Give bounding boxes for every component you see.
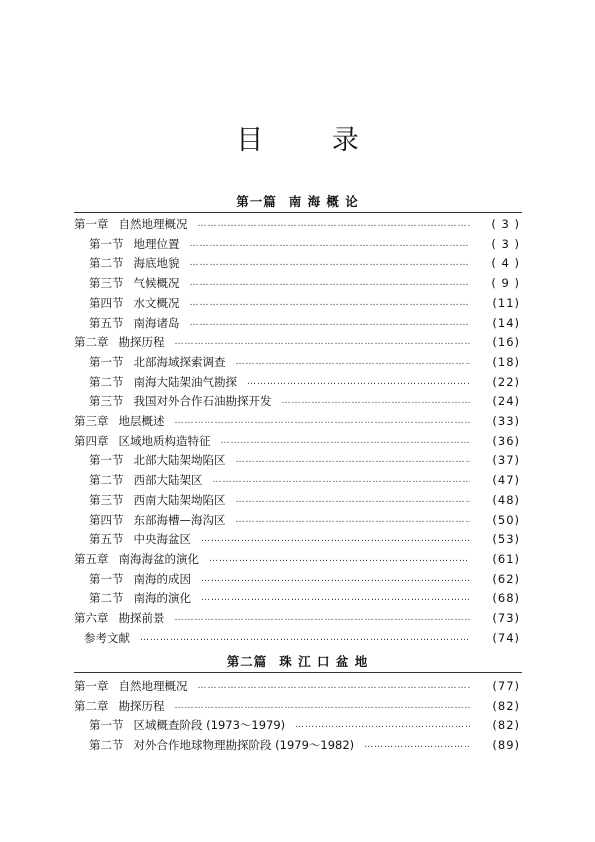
dot-leader [201, 533, 470, 545]
entry-title: 南海的成因 [133, 571, 191, 586]
toc-entry[interactable] [74, 550, 520, 568]
entry-label [89, 492, 226, 508]
toc-entry[interactable] [74, 235, 520, 253]
entry-number: 第四节 [89, 295, 124, 310]
entry-label [89, 590, 191, 606]
toc-entry[interactable] [74, 589, 520, 607]
toc-entry[interactable] [74, 697, 520, 715]
entry-label [74, 334, 165, 350]
dot-leader [201, 592, 470, 604]
entry-title: 区域地质构造特征 [118, 433, 211, 448]
toc-entry[interactable] [74, 677, 520, 695]
entry-number: 第二节 [89, 256, 124, 271]
page-number: ( 9 ) [491, 276, 520, 291]
entry-title: 西南大陆架坳陷区 [133, 492, 226, 507]
entry-label [89, 315, 180, 331]
dot-leader [175, 612, 471, 624]
page-number: (61) [492, 551, 520, 566]
entry-number: 第三节 [89, 276, 124, 291]
dot-leader [175, 700, 471, 712]
page-number: (33) [492, 414, 520, 428]
entry-label [74, 413, 165, 429]
toc-entry[interactable] [74, 215, 520, 233]
entry-number: 第二节 [89, 473, 124, 488]
toc-entry[interactable] [74, 609, 520, 627]
dot-leader [198, 218, 471, 230]
dot-leader [221, 435, 471, 447]
part-name: 珠 江 口 盆 地 [279, 654, 369, 669]
page-number: (14) [492, 315, 520, 330]
entry-number: 第三章 [74, 414, 109, 428]
entry-title: 自然地理概况 [118, 679, 188, 693]
entry-number: 第二节 [89, 738, 124, 753]
entry-number: 第一节 [89, 718, 124, 733]
page-number: (62) [492, 571, 520, 586]
entry-number: 第三节 [89, 492, 124, 507]
dot-leader [213, 474, 471, 486]
dot-leader [236, 356, 471, 368]
dot-leader [190, 257, 471, 269]
dot-leader [236, 454, 471, 466]
entry-label [74, 610, 165, 626]
page-number: (18) [492, 354, 520, 369]
dot-leader [201, 573, 470, 585]
entry-label [89, 354, 226, 370]
dot-leader [295, 719, 470, 731]
toc-entry[interactable] [74, 471, 520, 489]
entry-number: 第一章 [74, 217, 109, 231]
entry-title: 南海海盆的演化 [118, 551, 199, 566]
divider [74, 212, 522, 213]
dot-leader [282, 395, 471, 407]
page-number: (74) [492, 630, 520, 645]
entry-title: 勘探历程 [118, 335, 165, 350]
page-number: (16) [492, 335, 520, 350]
entry-label [89, 236, 180, 252]
toc-entry[interactable] [74, 392, 520, 410]
part-number: 第一篇 [236, 194, 277, 209]
entry-number: 第二节 [89, 374, 124, 389]
entry-title: 南海诸岛 [133, 315, 180, 330]
dot-leader [364, 739, 470, 751]
entry-number: 第四节 [89, 512, 124, 527]
part-name: 南 海 概 论 [288, 194, 359, 209]
entry-label [74, 433, 211, 449]
page-number: (89) [492, 738, 520, 753]
entry-label [89, 571, 191, 587]
page-number: (11) [492, 295, 520, 310]
toc-entry[interactable] [74, 353, 520, 371]
page-number: (22) [492, 374, 520, 389]
page-number: (24) [492, 394, 520, 409]
dot-leader [247, 376, 470, 388]
entry-title: 水文概况 [133, 295, 180, 310]
page-number: (68) [492, 591, 520, 606]
toc-entry[interactable] [74, 314, 520, 332]
entry-label [89, 472, 203, 488]
entry-label [89, 374, 237, 390]
toc-entry[interactable] [74, 432, 520, 450]
entry-title: 北部海域探索调查 [133, 354, 226, 369]
dot-leader [236, 494, 471, 506]
entry-title: 区域概查阶段 (1973～1979) [133, 718, 286, 733]
entry-number: 第一节 [89, 354, 124, 369]
entry-label [89, 295, 180, 311]
page-number: ( 3 ) [491, 217, 520, 231]
dot-leader [198, 680, 471, 692]
toc-entry[interactable] [74, 511, 520, 529]
entry-number: 第二节 [89, 591, 124, 606]
dot-leader [190, 277, 471, 289]
toc-entry[interactable] [74, 294, 520, 312]
dot-leader [190, 317, 471, 329]
entry-label [74, 216, 188, 232]
entry-title: 地层概述 [118, 414, 165, 428]
entry-title: 勘探历程 [118, 698, 165, 713]
entry-label [89, 275, 180, 291]
entry-title: 北部大陆架坳陷区 [133, 453, 226, 468]
page-number: (50) [492, 512, 520, 527]
entry-label [89, 452, 226, 468]
entry-title: 南海的演化 [133, 591, 191, 606]
entry-number: 第四章 [74, 433, 109, 448]
toc-entry[interactable] [74, 629, 520, 647]
entry-title: 西部大陆架区 [133, 473, 203, 488]
entry-number: 第一节 [89, 236, 124, 251]
toc-entry[interactable] [74, 373, 520, 391]
page-number: ( 3 ) [491, 236, 520, 251]
entry-label [74, 551, 199, 567]
entry-title: 参考文献 [84, 630, 130, 645]
entry-number: 第二章 [74, 698, 109, 713]
dot-leader [190, 297, 471, 309]
entry-label [89, 255, 180, 271]
entry-label [89, 737, 354, 753]
entry-label [89, 717, 285, 733]
part-heading [0, 652, 595, 670]
toc-entry[interactable] [74, 491, 520, 509]
toc-entry[interactable] [74, 412, 520, 430]
page-number: (48) [492, 492, 520, 507]
entry-title: 勘探前景 [118, 611, 165, 625]
entry-number: 第六章 [74, 611, 109, 625]
entry-title: 对外合作地球物理勘探阶段 (1979～1982) [133, 738, 355, 753]
entry-label [89, 531, 191, 547]
entry-number: 第三节 [89, 394, 124, 409]
entry-title: 中央海盆区 [133, 532, 191, 547]
page-number: ( 4 ) [491, 256, 520, 271]
entry-title: 自然地理概况 [118, 217, 188, 231]
dot-leader [209, 553, 470, 565]
entry-label [89, 512, 226, 528]
entry-number: 第一章 [74, 679, 109, 693]
dot-leader [190, 238, 471, 250]
dot-leader [140, 632, 470, 644]
entry-label [74, 678, 188, 694]
toc-entry[interactable] [74, 451, 520, 469]
entry-label [89, 393, 272, 409]
entry-title: 地理位置 [133, 236, 180, 251]
page-number: (53) [492, 532, 520, 547]
toc-entry[interactable] [74, 530, 520, 548]
entry-number: 第一节 [89, 453, 124, 468]
entry-number: 第五节 [89, 315, 124, 330]
entry-label [74, 630, 130, 646]
toc-entry[interactable] [74, 736, 520, 754]
entry-title: 东部海槽—海沟区 [133, 512, 226, 527]
entry-number: 第二章 [74, 335, 109, 350]
toc-entry[interactable] [74, 274, 520, 292]
toc-entry[interactable] [74, 254, 520, 272]
entry-title: 海底地貌 [133, 256, 180, 271]
page-number: (36) [492, 433, 520, 448]
page-title: 目 录 [236, 125, 389, 156]
page-number: (82) [492, 718, 520, 733]
toc-entry[interactable] [74, 570, 520, 588]
divider [74, 672, 522, 673]
dot-leader [175, 336, 471, 348]
toc-entry[interactable] [74, 716, 520, 734]
entry-number: 第一节 [89, 571, 124, 586]
dot-leader [236, 514, 471, 526]
entry-label [74, 698, 165, 714]
entry-number: 第五章 [74, 551, 109, 566]
part-heading [0, 192, 595, 210]
page-number: (77) [492, 679, 520, 693]
page-number: (73) [492, 611, 520, 625]
entry-title: 南海大陆架油气勘探 [133, 374, 237, 389]
page-number: (47) [492, 473, 520, 488]
entry-title: 我国对外合作石油勘探开发 [133, 394, 272, 409]
page-number: (82) [492, 698, 520, 713]
entry-number: 第五节 [89, 532, 124, 547]
part-number: 第二篇 [226, 654, 268, 669]
entry-title: 气候概况 [133, 276, 180, 291]
page-number: (37) [492, 453, 520, 468]
dot-leader [175, 415, 471, 427]
toc-entry[interactable] [74, 333, 520, 351]
